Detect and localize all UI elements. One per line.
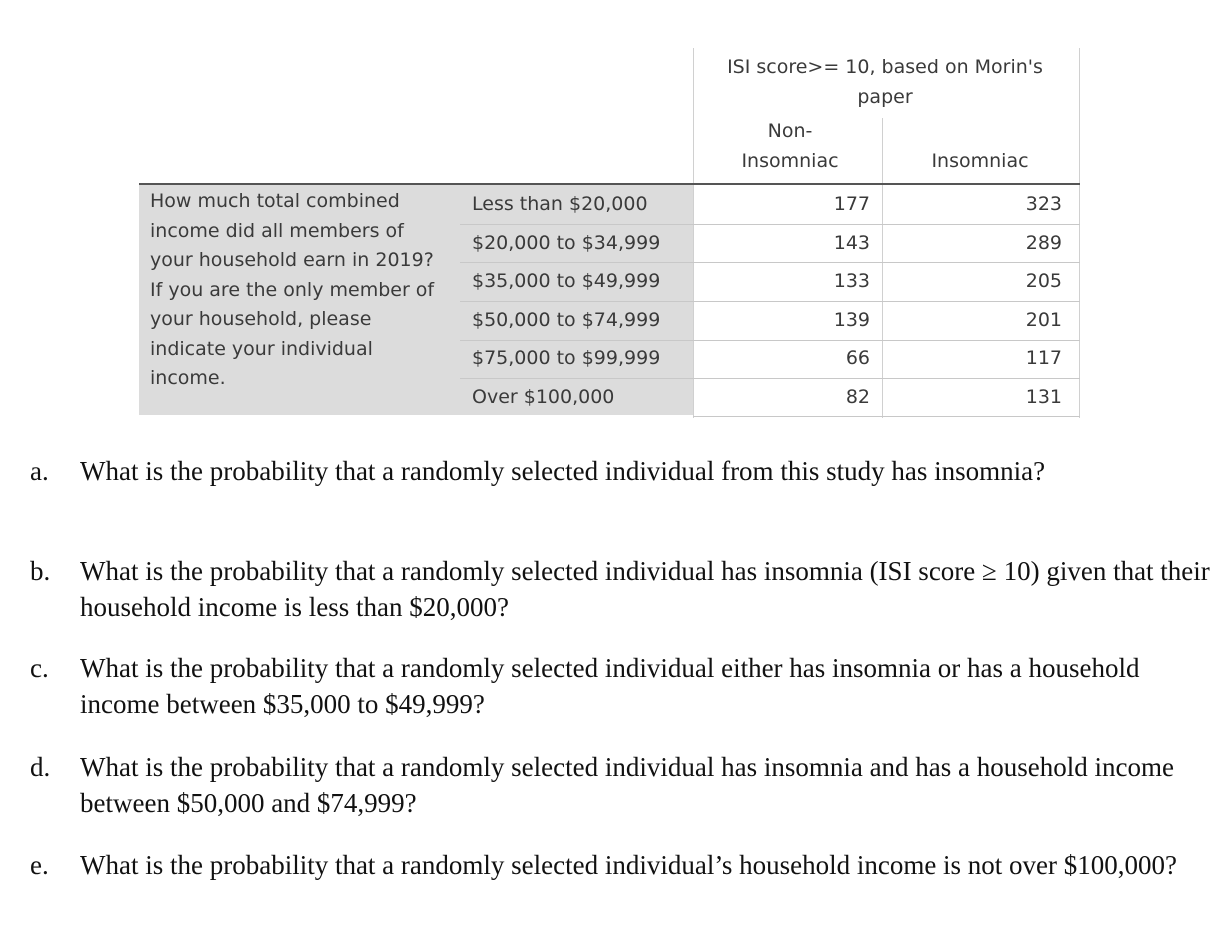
question-letter: b. xyxy=(30,556,51,586)
insomniac-count: 117 xyxy=(1025,347,1062,369)
insomniac-count: 323 xyxy=(1025,193,1062,215)
non-insomniac-count: 139 xyxy=(833,309,870,331)
question-text: What is the probability that a randomly selected individual from this study has insomnia? xyxy=(80,456,1046,486)
insomniac-count: 205 xyxy=(1025,270,1062,292)
crosstab-table xyxy=(0,0,1215,430)
column-header-insomniac: Insomniac xyxy=(931,150,1029,172)
non-insomniac-count: 177 xyxy=(833,193,870,215)
question-text: What is the probability that a randomly selected individual’s household income is not over $100,000? xyxy=(80,850,1178,880)
question-text: What is the probability that a randomly selected individual either has insomnia or has a household income between $35,000 to $49,999? xyxy=(80,653,1140,719)
non-insomniac-count: 143 xyxy=(833,232,870,254)
question-text: What is the probability that a randomly selected individual has insomnia and has a household income between $50,000 and $74,999? xyxy=(80,752,1174,818)
insomniac-count: 201 xyxy=(1025,309,1062,331)
category-cell: $35,000 to $49,999 xyxy=(472,270,661,292)
question-letter: d. xyxy=(30,752,51,782)
question-letter: c. xyxy=(30,653,49,683)
insomniac-count: 131 xyxy=(1025,386,1062,408)
column-divider xyxy=(882,118,883,418)
insomniac-count: 289 xyxy=(1025,232,1062,254)
header-left-border xyxy=(693,48,694,418)
category-cell: $20,000 to $34,999 xyxy=(472,232,661,254)
category-cell: Less than $20,000 xyxy=(472,193,648,215)
non-insomniac-count: 82 xyxy=(845,386,870,408)
header-right-border xyxy=(1079,48,1080,418)
category-cell: Over $100,000 xyxy=(472,386,615,408)
category-cell: $75,000 to $99,999 xyxy=(472,347,661,369)
question-letter: a. xyxy=(30,456,49,486)
question-text: What is the probability that a randomly selected individual has insomnia (ISI score ≥ 10) given that their household income is less than $20,000? xyxy=(80,556,1210,622)
column-group-header: ISI score>= 10, based on Morin's paper xyxy=(727,56,1043,108)
row-variable-label: How much total combined income did all members of your household earn in 2019? If you are the only member of your household, please indicate your individual income. xyxy=(150,190,435,389)
question-letter: e. xyxy=(30,850,49,880)
non-insomniac-count: 66 xyxy=(845,347,870,369)
non-insomniac-count: 133 xyxy=(833,270,870,292)
column-header-non-insomniac: Non-Insomniac xyxy=(741,120,839,172)
category-cell: $50,000 to $74,999 xyxy=(472,309,661,331)
